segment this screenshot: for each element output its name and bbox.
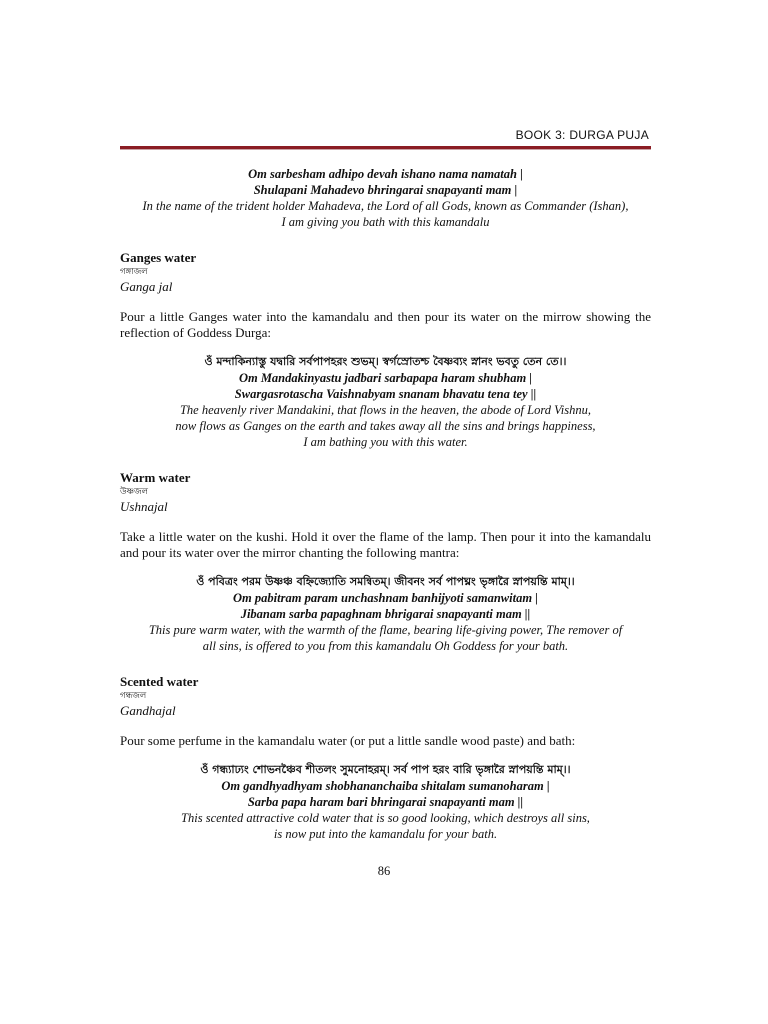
intro-translation-line: In the name of the trident holder Mahadeva, the Lord of all Gods, known as Commander (Ishan), xyxy=(142,199,629,213)
mantra-line: Om Mandakinyastu jadbari sarbapapa haram shubham | xyxy=(238,371,533,385)
section-bengali-title: উষ্ণজল xyxy=(120,487,148,497)
page-header xyxy=(120,128,651,150)
translation-line: The heavenly river Mandakini, that flows in the heaven, the abode of Lord Vishnu, xyxy=(179,403,592,417)
section-instruction: Take a little water on the kushi. Hold it over the flame of the lamp. Then pour it into the kamandalu and pour its water over the mirror chanting the following mantra: xyxy=(120,529,651,560)
section-warm-water xyxy=(120,470,651,654)
intro-mantra-line: Shulapani Mahadevo bhringarai snapayanti mam | xyxy=(253,183,518,197)
header-title: BOOK 3: DURGA PUJA xyxy=(515,128,649,142)
section-title: Warm water xyxy=(120,470,191,485)
mantra-line: Swargasrotascha Vaishnabyam snanam bhavatu tena tey || xyxy=(234,387,537,401)
header-rule xyxy=(120,146,651,150)
bengali-mantra: ওঁ পবিত্রং পরম উষ্ণঞ্চ বহ্নিজ্যোতি সমন্বিতম্। জীবনং সর্ব পাপঘ্নং ভৃঙ্গারৈ স্নাপয়ন্তি মাম্।। xyxy=(196,575,575,588)
section-instruction: Pour some perfume in the kamandalu water (or put a little sandle wood paste) and bath: xyxy=(120,733,576,748)
section-transliteration: Gandhajal xyxy=(120,703,176,718)
translation-line: I am bathing you with this water. xyxy=(303,435,468,449)
translation-line: This pure warm water, with the warmth of the flame, bearing life-giving power, The remover of xyxy=(148,623,623,637)
bengali-mantra: ওঁ মন্দাকিন্যাস্তু যদ্বারি সর্বপাপহরং শুভম্। স্বর্গস্রোতশ্চ বৈষ্ণব্যং স্নানং ভবতু তেন তে।। xyxy=(204,355,567,368)
section-bengali-title: গঙ্গাজল xyxy=(120,267,148,277)
section-bengali-title: গন্ধজল xyxy=(120,691,147,701)
bengali-mantra: ওঁ গন্ধ্যাঢ্যং শোভনঞ্চৈব শীতলং সুমনোহরম্। সর্ব পাপ হরং বারি ভৃঙ্গারৈ স্নাপয়ন্তি মাম্।। xyxy=(200,763,571,776)
page-content xyxy=(120,166,651,842)
section-instruction: Pour a little Ganges water into the kamandalu and then pour its water on the mirrow showing the reflection of Goddess Durga: xyxy=(120,309,651,340)
translation-line: is now put into the kamandalu for your bath. xyxy=(273,827,498,841)
mantra-line: Om gandhyadhyam shobhananchaiba shitalam sumanoharam | xyxy=(221,779,550,793)
translation-line: all sins, is offered to you from this kamandalu Oh Goddess for your bath. xyxy=(202,639,569,653)
intro-translation-line: I am giving you bath with this kamandalu xyxy=(281,215,490,229)
section-transliteration: Ganga jal xyxy=(120,279,173,294)
mantra-line: Jibanam sarba papaghnam bhrigarai snapayanti mam || xyxy=(240,607,531,621)
page-number: 86 xyxy=(377,864,391,878)
section-transliteration: Ushnajal xyxy=(120,499,168,514)
translation-line: This scented attractive cold water that is so good looking, which destroys all sins, xyxy=(181,811,590,825)
mantra-block xyxy=(120,573,651,654)
intro-mantra-line: Om sarbesham adhipo devah ishano nama namatah | xyxy=(248,167,523,181)
section-scented-water xyxy=(120,674,651,842)
section-title: Ganges water xyxy=(120,250,197,265)
translation-line: now flows as Ganges on the earth and takes away all the sins and brings happiness, xyxy=(175,419,596,433)
mantra-line: Sarba papa haram bari bhringarai snapayanti mam || xyxy=(247,795,524,809)
section-title: Scented water xyxy=(120,674,199,689)
mantra-block xyxy=(120,353,651,450)
section-ganges-water xyxy=(120,250,651,450)
mantra-block xyxy=(120,761,651,842)
mantra-line: Om pabitram param unchashnam banhijyoti samanwitam | xyxy=(233,591,538,605)
intro-block xyxy=(120,166,651,230)
